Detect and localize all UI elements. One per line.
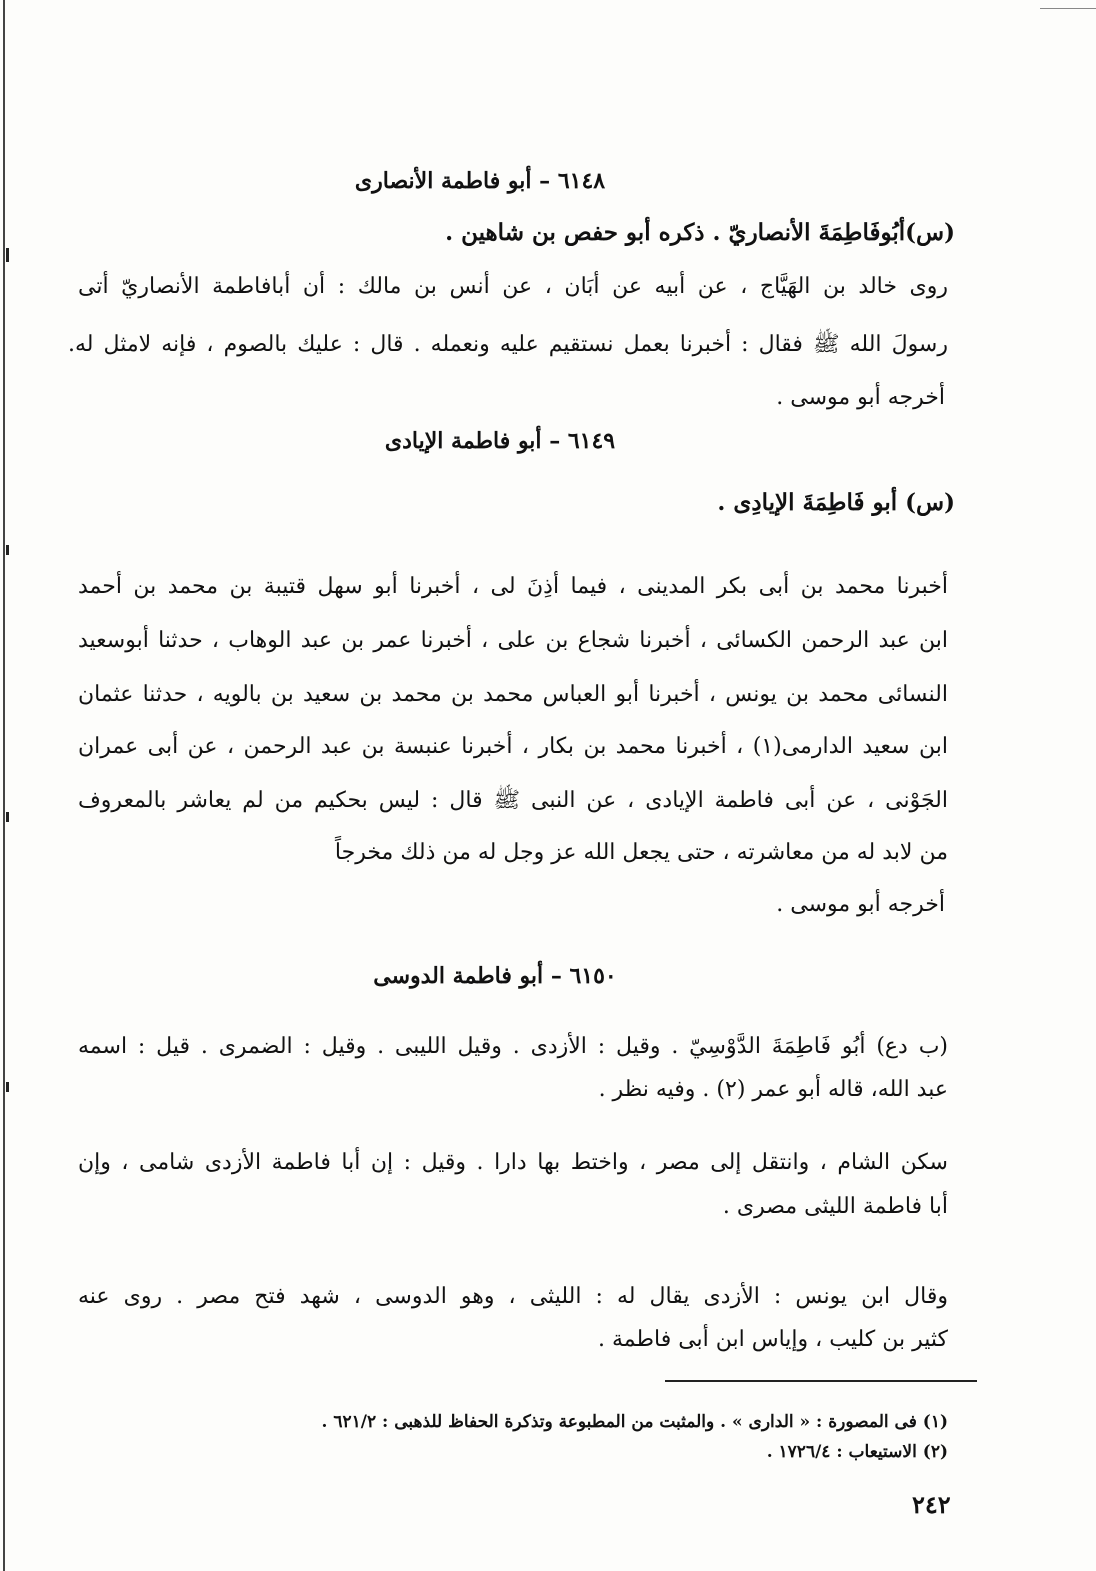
- entry-heading: ٦١٤٩ – أبو فاطمة الإيادى: [384, 428, 616, 454]
- scan-edge-mark: [6, 248, 9, 262]
- entry-heading: ٦١٤٨ – أبو فاطمة الأنصارى: [354, 168, 606, 194]
- text-line: الجَوْنى ، عن أبى فاطمة الإيادى ، عن النبى ﷺ قال : ليس بحكيم من لم يعاشر بالمعروف: [78, 788, 948, 813]
- text-line: وقال ابن يونس : الأزدى يقال له : الليثى ، وهو الدوسى ، شهد فتح مصر . روى عنه: [78, 1284, 949, 1309]
- text-line: روى خالد بن الهَيَّاج ، عن أبيه عن أبَان ، عن أنس بن مالك : أن أبافاطمة الأنصاريّ أتى: [78, 274, 948, 299]
- text-line: (ب دع) أبُو فَاطِمَةَ الدَّوْسِيّ . وقيل : الأزدى . وقيل الليبى . وقيل : الضمرى . قيل : اسمه: [78, 1034, 948, 1059]
- text-line: رسولَ الله ﷺ فقال : أخبرنا بعمل نستقيم عليه ونعمله . قال : عليك بالصوم ، فإنه لامثل له.: [68, 332, 948, 357]
- text-line: أخبرنا محمد بن أبى بكر المدينى ، فيما أذِنَ لى ، أخبرنا أبو سهل قتيبة بن محمد بن أحمد: [78, 574, 948, 599]
- text-line: أخرجه أبو موسى .: [776, 385, 945, 410]
- page-edge-line: [3, 0, 5, 1571]
- footnote-separator: [665, 1380, 977, 1382]
- scan-edge-mark: [6, 545, 9, 555]
- entry-heading: ٦١٥٠ – أبو فاطمة الدوسى: [373, 963, 617, 989]
- text-line: أخرجه أبو موسى .: [776, 892, 945, 917]
- footnote: (١) فى المصورة : « الدارى » . والمثبت من المطبوعة وتذكرة الحفاظ للذهبى : ٦٢١/٢ .: [321, 1412, 948, 1432]
- entry-lead-line: (س) أبو فَاطِمَةَ الإيادِى .: [717, 489, 955, 516]
- scan-edge-mark: [6, 812, 9, 822]
- text-line: النسائى محمد بن يونس ، أخبرنا أبو العباس محمد بن محمد بن سعيد بن بالويه ، حدثنا عثمان: [78, 682, 948, 707]
- text-line: كثير بن كليب ، وإياس ابن أبى فاطمة .: [597, 1327, 948, 1352]
- text-line: من لابد له من معاشرته ، حتى يجعل الله عز وجل له من ذلك مخرجاً: [334, 840, 948, 865]
- text-line: عبد الله، قاله أبو عمر (٢) . وفيه نظر .: [598, 1077, 948, 1102]
- text-line: أبا فاطمة الليثى مصرى .: [722, 1194, 948, 1219]
- text-line: ابن سعيد الدارمى(١) ، أخبرنا محمد بن بكار ، أخبرنا عنبسة بن عبد الرحمن ، عن أبى عمران: [78, 734, 948, 759]
- scan-edge-mark: [6, 1082, 9, 1092]
- footnote: (٢) الاستيعاب : ١٧٢٦/٤ .: [766, 1442, 948, 1462]
- scan-artifact-line: [1040, 8, 1096, 9]
- text-line: ابن عبد الرحمن الكسائى ، أخبرنا شجاع بن على ، أخبرنا عمر بن عبد الوهاب ، حدثنا أبوسعيد: [78, 628, 948, 653]
- text-line: سكن الشام ، وانتقل إلى مصر ، واختط بها دارا . وقيل : إن أبا فاطمة الأزدى شامى ، وإن: [78, 1150, 948, 1175]
- page-number: ٢٤٢: [912, 1490, 951, 1519]
- entry-lead-line: (س)أبُوفَاطِمَةَ الأنصاريّ . ذكره أبو حفص بن شاهين .: [445, 219, 955, 246]
